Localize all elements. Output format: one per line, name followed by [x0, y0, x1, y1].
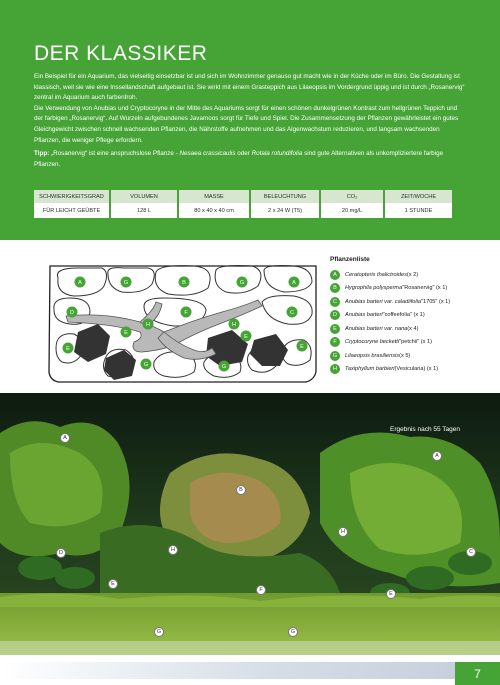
intro-paragraph-1: Ein Beispiel für ein Aquarium, das vielseitig einsetzbar ist und sich im Wohnzimmer genauso gut macht wie in der Küche oder im Büro. Die Gestaltung ist klassisch, weil sie wie eine Inssellandschaft aufgebaut ist. Sie wirkt mit einem Grasteppich aus Lilaeopsis im Vordergrund üppig und ist durch „Rosanervig“ zentral im Aquarium auch farbenfroh.: [34, 73, 465, 102]
plant-name: Ceratopteris thalictroides: [345, 271, 407, 278]
aquarium-photo: [0, 393, 500, 655]
plant-quantity: (x 4): [407, 325, 419, 332]
photo-marker-b: B: [236, 485, 246, 495]
spec-value-size: 80 x 40 x 40 cm: [178, 203, 250, 218]
plant-list-item: [330, 309, 500, 323]
tip-plant-2: Rotala rotundifolia: [251, 150, 303, 158]
plant-list-item: [330, 322, 500, 336]
intro-paragraph-2: Die Verwendung von Anubias und Cryptocoryne in der Mitte des Aquariums sorgt für einen schönen dunkelgrünen Kontrast zum hellgrünen Teppich und der farbigen „Rosanervig“. Auf Wurzeln aufgebundenes Javamoos sorgt für Tiefe und Spiel. Die Zusammensetzung der Pflanzen gewährleistet ein gutes Gleichgewicht zwischen schnell wachsenden Pflanzen, die Nährstoffe aufnehmen und das Algenwachstum reduzieren, und langsam wachsenden Pflanzen, die weniger Pflege erfordern.: [34, 104, 459, 144]
photo-marker-h: H: [168, 545, 178, 555]
photo-marker-f: F: [256, 585, 266, 595]
spec-header-time: ZEIT/WOCHE: [384, 190, 452, 203]
map-marker-label: C: [290, 310, 294, 316]
plant-name: Lilaeopsis brasiliensis: [345, 352, 400, 359]
plant-list-item: [330, 295, 500, 309]
planting-map: [44, 262, 322, 388]
photo-marker-h: H: [338, 527, 348, 537]
plant-quantity: (x 2): [406, 271, 419, 278]
plant-letter-badge: F: [330, 337, 340, 347]
tip-plant-1: Nesaea crassicaulis: [179, 150, 236, 158]
plant-list-title: Pflanzenliste: [330, 256, 370, 263]
photo-marker-d: D: [56, 548, 66, 558]
plant-list: [330, 256, 500, 376]
spec-value-lighting: 2 x 24 W (T5): [250, 203, 320, 218]
map-marker-label: E: [300, 344, 304, 350]
spec-table: [34, 190, 452, 218]
plant-name: Anubias barteri var. caladiifolia: [345, 298, 421, 305]
spec-value-co2: 20 mg/L: [320, 203, 384, 218]
plant-name: Taxiphyllum barbieri: [345, 366, 395, 373]
spec-header-volume: VOLUMEN: [110, 190, 178, 203]
plant-letter-badge: E: [330, 324, 340, 334]
spec-header-lighting: BELEUCHTUNG: [250, 190, 320, 203]
map-marker-label: B: [182, 280, 186, 286]
spec-header-row: [34, 190, 452, 203]
photo-marker-g: G: [154, 627, 164, 637]
spec-header-difficulty: SCHWIERIGKEITSGRAD: [34, 190, 110, 203]
tip-text-1: „Rosanervig“ ist eine anspruchslose Pflanze -: [49, 150, 180, 158]
map-marker-label: H: [232, 322, 236, 328]
plant-letter-badge: C: [330, 297, 340, 307]
plant-list-item: [330, 268, 500, 282]
map-marker-label: A: [292, 280, 296, 286]
photo-marker-c: C: [466, 547, 476, 557]
map-marker-label: G: [239, 280, 245, 286]
plant-name: Anubias barteri var. nana: [345, 325, 408, 332]
spec-value-row: [34, 203, 452, 218]
photo-marker-g: G: [288, 627, 298, 637]
page-title: DER KLASSIKER: [34, 42, 208, 65]
map-marker-label: A: [78, 280, 82, 286]
spec-header-size: MASSE: [178, 190, 250, 203]
planting-diagram-section: [0, 240, 500, 393]
map-marker-label: G: [143, 362, 149, 368]
map-marker-label: G: [123, 280, 129, 286]
map-marker-label: E: [66, 346, 70, 352]
map-marker-label: E: [244, 334, 248, 340]
photo-marker-e: E: [108, 579, 118, 589]
page-number: 7: [455, 662, 500, 685]
photo-marker-a: A: [432, 451, 442, 461]
plant-quantity: (Vesicularia) (x 1): [394, 366, 439, 373]
tip-text-3: sind gute Alternativen als unkompliziertere farbige Pflanzen.: [34, 150, 444, 168]
map-marker-label: F: [184, 310, 188, 316]
plant-quantity: "Rosanervig" (x 1): [402, 285, 448, 292]
plant-letter-badge: B: [330, 283, 340, 293]
tip-label: Tipp:: [34, 150, 50, 158]
plant-list-item: [330, 336, 500, 350]
plant-quantity: "petchii" (x 1): [399, 339, 432, 346]
map-marker-label: D: [70, 310, 74, 316]
footer-band: [0, 662, 455, 679]
plant-name: Hygrophila polysperma: [345, 285, 403, 292]
plant-name: Anubias barteri: [345, 312, 383, 319]
plant-quantity: (x 5): [399, 352, 411, 359]
photo-caption: Ergebnis nach 55 Tagen: [390, 426, 460, 433]
tip-paragraph: [34, 149, 466, 170]
spec-value-difficulty: FÜR LEICHT GEÜBTE: [34, 203, 110, 218]
plant-letter-badge: G: [330, 351, 340, 361]
map-marker-label: G: [221, 364, 227, 370]
plant-list-item: [330, 282, 500, 296]
map-marker-label: H: [146, 322, 150, 328]
photo-marker-e: E: [386, 589, 396, 599]
plant-list-item: [330, 349, 500, 363]
plant-name: Cryptocoryne becketti: [345, 339, 400, 346]
spec-value-volume: 128 L: [110, 203, 178, 218]
spec-header-co2: CO₂: [320, 190, 384, 203]
plant-letter-badge: D: [330, 310, 340, 320]
tip-text-2: oder: [235, 150, 252, 158]
photo-marker-a: A: [60, 433, 70, 443]
spec-value-time: 1 STUNDE: [384, 203, 452, 218]
plant-list-item: [330, 363, 500, 377]
map-marker-label: E: [124, 330, 128, 336]
plant-letter-badge: A: [330, 270, 340, 280]
plant-letter-badge: H: [330, 364, 340, 374]
plant-quantity: "1705" (x 1): [420, 298, 451, 305]
plant-quantity: "coffeefolia" (x 1): [382, 312, 425, 319]
